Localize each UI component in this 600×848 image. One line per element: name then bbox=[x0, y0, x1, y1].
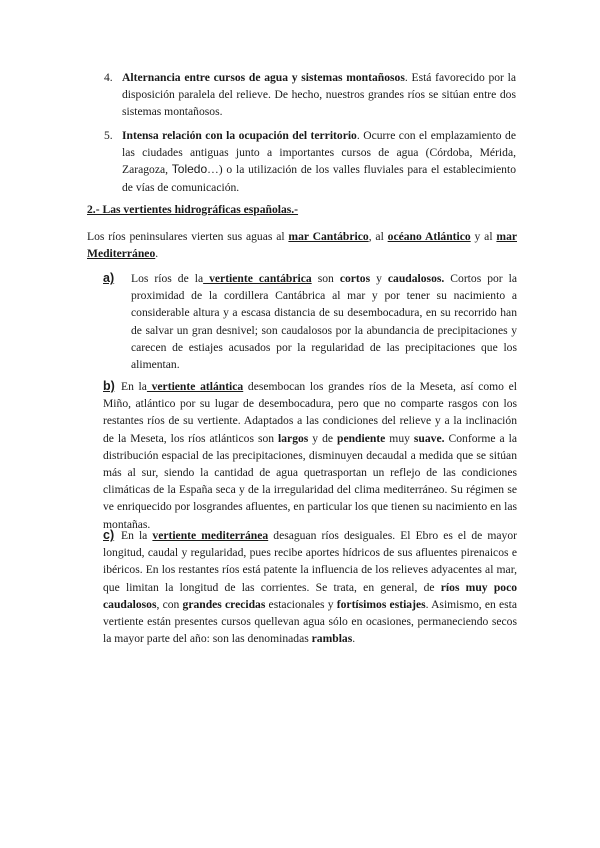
slope-atlantica bbox=[103, 378, 517, 533]
keyword: suave. bbox=[413, 431, 445, 445]
list-heading: Alternancia entre cursos de agua y sistemas montañosos bbox=[122, 71, 405, 84]
list-item-body bbox=[122, 69, 516, 121]
keyword: cortos bbox=[339, 272, 371, 285]
intro-text: y al bbox=[470, 230, 497, 243]
slope-name: vertiente cantábrica bbox=[203, 272, 312, 285]
keyword: fortísimos estiajes bbox=[336, 597, 426, 611]
slope-text: , con bbox=[156, 597, 183, 611]
keyword: pendiente bbox=[337, 431, 386, 445]
keyword: largos bbox=[278, 431, 309, 445]
slope-cantabrica bbox=[103, 270, 517, 373]
slope-text: son bbox=[311, 272, 340, 285]
list-text: . Ocurre con el emplazamiento de las ciudades antiguas junto a importantes cursos de agua (Córdoba, Mérida, Zaragoza, bbox=[122, 129, 516, 177]
keyword: ríos muy poco caudalosos bbox=[103, 580, 518, 611]
slope-text: En la bbox=[121, 380, 147, 393]
slope-body bbox=[103, 378, 517, 533]
list-text: . Está favorecido por la disposición paralela del relieve. De hecho, nuestros grandes ríos se sitúan entre dos sistemas montañosos. bbox=[122, 71, 517, 119]
slope-letter: c) bbox=[103, 528, 115, 542]
city-name: Toledo bbox=[171, 162, 208, 177]
list-item-body bbox=[122, 127, 516, 196]
list-heading: Intensa relación con la ocupación del territorio bbox=[122, 129, 357, 142]
list-number: 5. bbox=[104, 129, 113, 142]
slope-text: y de bbox=[308, 431, 338, 445]
slope-mediterranea bbox=[103, 527, 517, 647]
slope-text: Conforme a la distribución espacial de las precipitaciones, disminuyen decaudal a medida que se sitúan más al sur, siendo la cantidad de agua quetrasportan un reflejo de las condiciones climáticas de la España seca y de la irregularidad del clima mediterráneo. Su régimen se ve enriquecido por losgrandes afluentes, en particular los que tienen su nacimiento en las montañas. bbox=[103, 431, 518, 531]
list-item-4 bbox=[104, 69, 516, 121]
slope-name: vertiente atlántica bbox=[146, 380, 244, 393]
slope-letter: a) bbox=[103, 271, 115, 285]
slope-name: vertiente mediterránea bbox=[152, 529, 269, 542]
sea-name: mar Mediterráneo bbox=[87, 230, 518, 261]
list-number: 4. bbox=[104, 71, 113, 84]
list-text: …) o la utilización de los valles fluviales para el establecimiento de vías de comunicación. bbox=[122, 163, 516, 194]
slope-text: . Asimismo, en esta vertiente están presentes cursos quellevan agua sólo en ocasiones, permaneciendo secos la mayor parte del año: son las denominadas bbox=[103, 597, 517, 646]
slope-text: Los ríos de la bbox=[131, 272, 204, 285]
slope-body bbox=[131, 270, 517, 373]
intro-text: Los ríos peninsulares vierten sus aguas al bbox=[87, 230, 289, 243]
keyword: ramblas bbox=[311, 632, 353, 646]
intro-paragraph bbox=[87, 228, 517, 262]
sea-name: océano Atlántico bbox=[387, 230, 471, 243]
slope-text: desaguan ríos desiguales. El Ebro es el de mayor longitud, caudal y regularidad, pues recibe aportes hídricos de sus afluentes pirenaicos e ibéricos. En los restantes ríos está patente la influencia de los relieves adyacentes al mar, que limitan la longitud de las corrientes. Se trata, en general, de bbox=[103, 529, 517, 594]
keyword: caudalosos. bbox=[387, 272, 445, 285]
slope-text: y bbox=[370, 272, 388, 285]
intro-text: , al bbox=[368, 230, 388, 243]
keyword: grandes crecidas bbox=[182, 597, 266, 611]
sea-name: mar Cantábrico bbox=[288, 230, 369, 243]
slope-text: . bbox=[352, 632, 356, 646]
slope-text: estacionales y bbox=[265, 597, 337, 611]
section-title-text: 2.- Las vertientes hidrográficas españolas.- bbox=[87, 203, 299, 216]
slope-text: En la bbox=[121, 529, 153, 542]
section-title bbox=[87, 201, 517, 218]
slope-text: Cortos por la proximidad de la cordillera Cantábrica al mar y por tener su nacimiento a considerable altura y a escasa distancia de su desembocadura, en su recorrido han de salvar un gran desnivel; son caudalosos por la abundancia de precipitaciones y carecen de estiajes acusados por la regularidad de las precipitaciones que los alimentan. bbox=[131, 272, 518, 372]
slope-text: muy bbox=[385, 431, 414, 445]
slope-text: desembocan los grandes ríos de la Meseta, así como el Miño, atlántico por su lugar de desembocadura, pero que no comparte rasgos con los restantes ríos de su vertiente. Adaptados a las condiciones del relieve y a la inclinación de la Meseta, los ríos atlánticos son bbox=[103, 380, 517, 445]
slope-body bbox=[103, 527, 517, 647]
list-item-5 bbox=[104, 127, 516, 196]
slope-letter: b) bbox=[103, 379, 115, 393]
intro-text: . bbox=[155, 247, 159, 261]
